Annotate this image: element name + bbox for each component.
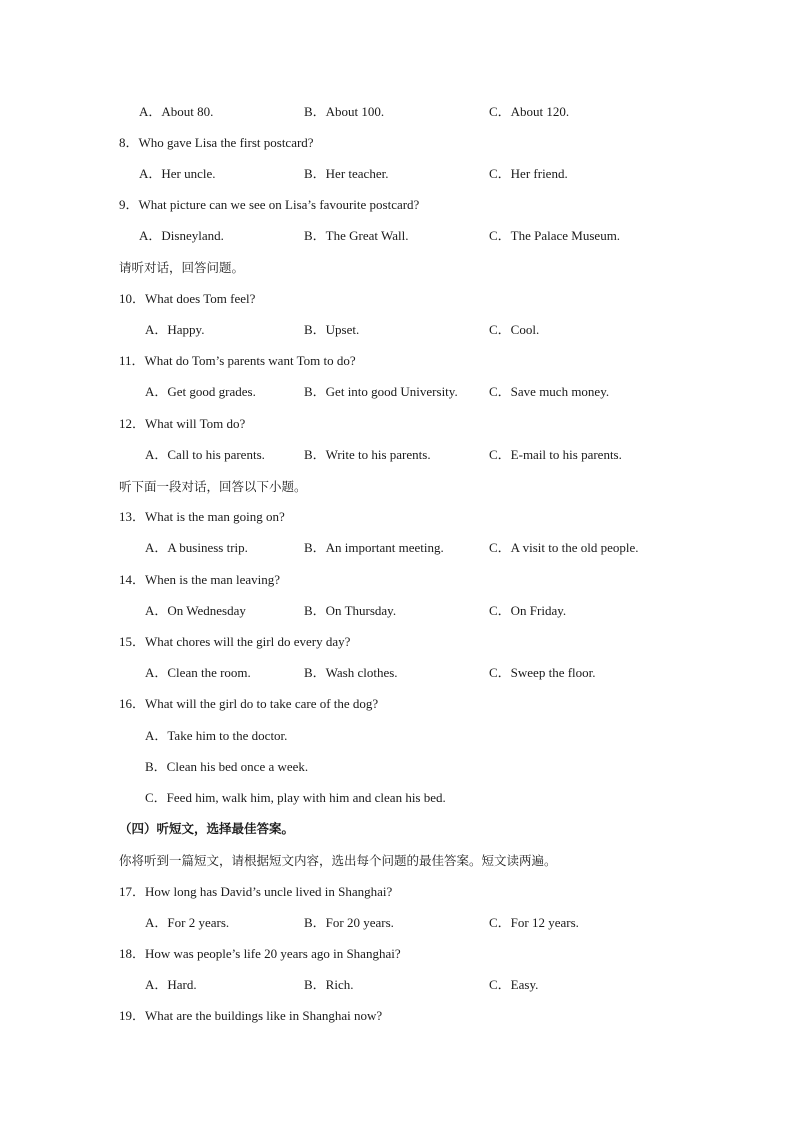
q15-option-c: C．Sweep the floor. xyxy=(489,665,596,680)
q10-option-b: B．Upset. xyxy=(304,322,360,337)
q16-question: 16．What will the girl do to take care of the dog? xyxy=(119,696,379,711)
q8-question: 8．Who gave Lisa the first postcard? xyxy=(119,135,314,150)
q8-option-a: A．Her uncle. xyxy=(139,166,216,181)
q13-option-a: A．A business trip. xyxy=(145,540,248,555)
q7-option-c: C．About 120. xyxy=(489,104,570,119)
q18-option-b: B．Rich. xyxy=(304,977,354,992)
q18-question: 18．How was people’s life 20 years ago in Shanghai? xyxy=(119,946,401,961)
q14-question: 14．When is the man leaving? xyxy=(119,572,281,587)
q11-question: 11．What do Tom’s parents want Tom to do? xyxy=(119,353,356,368)
q15-option-a: A．Clean the room. xyxy=(145,665,251,680)
q9-option-c: C．The Palace Museum. xyxy=(489,228,621,243)
q8-option-b: B．Her teacher. xyxy=(304,166,389,181)
q12-option-c: C．E-mail to his parents. xyxy=(489,447,622,462)
q7-option-b: B．About 100. xyxy=(304,104,385,119)
q10-question: 10．What does Tom feel? xyxy=(119,291,256,306)
q12-option-a: A．Call to his parents. xyxy=(145,447,265,462)
q9-question: 9．What picture can we see on Lisa’s favourite postcard? xyxy=(119,197,420,212)
q14-option-a: A．On Wednesday xyxy=(145,603,246,618)
q14-option-c: C．On Friday. xyxy=(489,603,567,618)
section-dialog-2-instruction: 听下面一段对话，回答以下小题。 xyxy=(119,479,307,494)
q15-option-b: B．Wash clothes. xyxy=(304,665,398,680)
q17-option-a: A．For 2 years. xyxy=(145,915,230,930)
q13-option-b: B．An important meeting. xyxy=(304,540,444,555)
q12-option-b: B．Write to his parents. xyxy=(304,447,431,462)
section-4-instruction: 你将听到一篇短文，请根据短文内容，选出每个问题的最佳答案。短文读两遍。 xyxy=(119,853,557,868)
q16-option-a: A．Take him to the doctor. xyxy=(145,728,288,743)
q10-option-c: C．Cool. xyxy=(489,322,540,337)
q10-option-a: A．Happy. xyxy=(145,322,205,337)
q12-question: 12．What will Tom do? xyxy=(119,416,246,431)
q16-option-b: B．Clean his bed once a week. xyxy=(145,759,309,774)
q13-question: 13．What is the man going on? xyxy=(119,509,285,524)
q11-option-c: C．Save much money. xyxy=(489,384,610,399)
q17-option-b: B．For 20 years. xyxy=(304,915,394,930)
q17-option-c: C．For 12 years. xyxy=(489,915,579,930)
q15-question: 15．What chores will the girl do every day? xyxy=(119,634,351,649)
q14-option-b: B．On Thursday. xyxy=(304,603,397,618)
q7-option-a: A．About 80. xyxy=(139,104,214,119)
q11-option-b: B．Get into good University. xyxy=(304,384,458,399)
section-dialog-1-instruction: 请听对话，回答问题。 xyxy=(119,260,245,275)
q17-question: 17．How long has David’s uncle lived in Shanghai? xyxy=(119,884,393,899)
q16-option-c: C．Feed him, walk him, play with him and clean his bed. xyxy=(145,790,446,805)
q11-option-a: A．Get good grades. xyxy=(145,384,256,399)
q18-option-c: C．Easy. xyxy=(489,977,539,992)
q8-option-c: C．Her friend. xyxy=(489,166,568,181)
q13-option-c: C．A visit to the old people. xyxy=(489,540,639,555)
q18-option-a: A．Hard. xyxy=(145,977,197,992)
q9-option-b: B．The Great Wall. xyxy=(304,228,409,243)
q19-question: 19．What are the buildings like in Shanghai now? xyxy=(119,1008,383,1023)
q9-option-a: A．Disneyland. xyxy=(139,228,224,243)
section-4-title: （四）听短文，选择最佳答案。 xyxy=(119,821,295,836)
